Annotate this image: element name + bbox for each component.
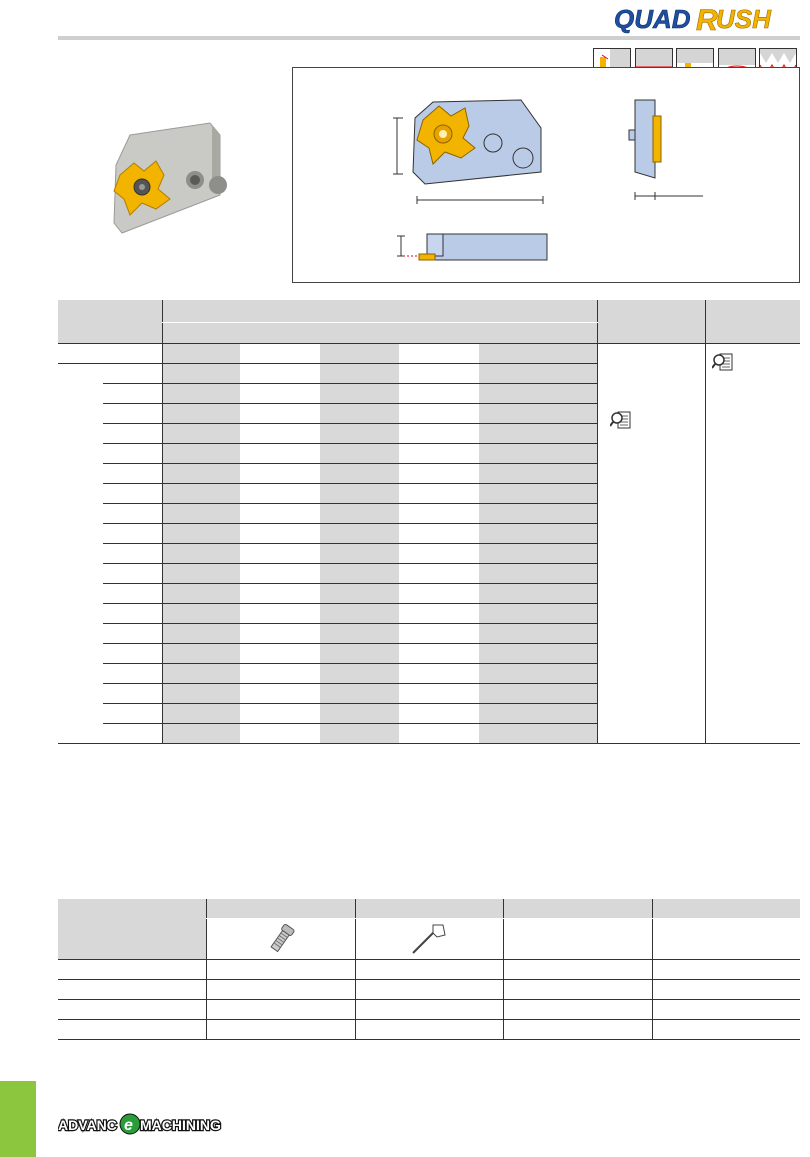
- table-row: [58, 980, 800, 1000]
- table-row: [58, 1020, 800, 1040]
- parts-table: [58, 899, 800, 1040]
- advance-machining-logo: [58, 1110, 228, 1140]
- table-row: [58, 1000, 800, 1020]
- spec-header-row-1: [58, 300, 800, 322]
- svg-text:e: e: [124, 1117, 133, 1134]
- parts-header-row: [58, 899, 800, 919]
- svg-text:QUAD: QUAD: [614, 4, 691, 34]
- wrench-key-icon: [355, 919, 503, 960]
- product-photo: [100, 105, 260, 245]
- spec-header-code: [58, 300, 162, 344]
- technical-drawing: [292, 67, 800, 283]
- insert-reference-icon[interactable]: [610, 410, 705, 433]
- drawing-views: [293, 68, 799, 282]
- header-rule: [58, 36, 800, 40]
- svg-text:R: R: [696, 4, 718, 36]
- spec-table: [58, 300, 800, 744]
- parts-header-key: [355, 899, 503, 919]
- table-row: [58, 344, 800, 364]
- parts-header-col4: [503, 899, 652, 919]
- page-tab-bar: [0, 1081, 36, 1157]
- parts-header-col5: [652, 899, 800, 919]
- table-row: [58, 960, 800, 980]
- spec-header-insert: [597, 300, 705, 344]
- screw-icon: [206, 919, 355, 960]
- parts-reference-icon[interactable]: [712, 352, 801, 375]
- parts-header-screw: [206, 899, 355, 919]
- svg-text:USH: USH: [716, 4, 771, 34]
- spec-header-subdimensions: [162, 322, 597, 344]
- quadrush-logo: [612, 2, 802, 36]
- svg-text:MACHINING: MACHINING: [140, 1117, 221, 1133]
- parts-header-code: [58, 899, 206, 960]
- spec-header-parts: [705, 300, 800, 344]
- spec-header-dimensions: [162, 300, 597, 322]
- svg-text:ADVANC: ADVANC: [58, 1117, 117, 1133]
